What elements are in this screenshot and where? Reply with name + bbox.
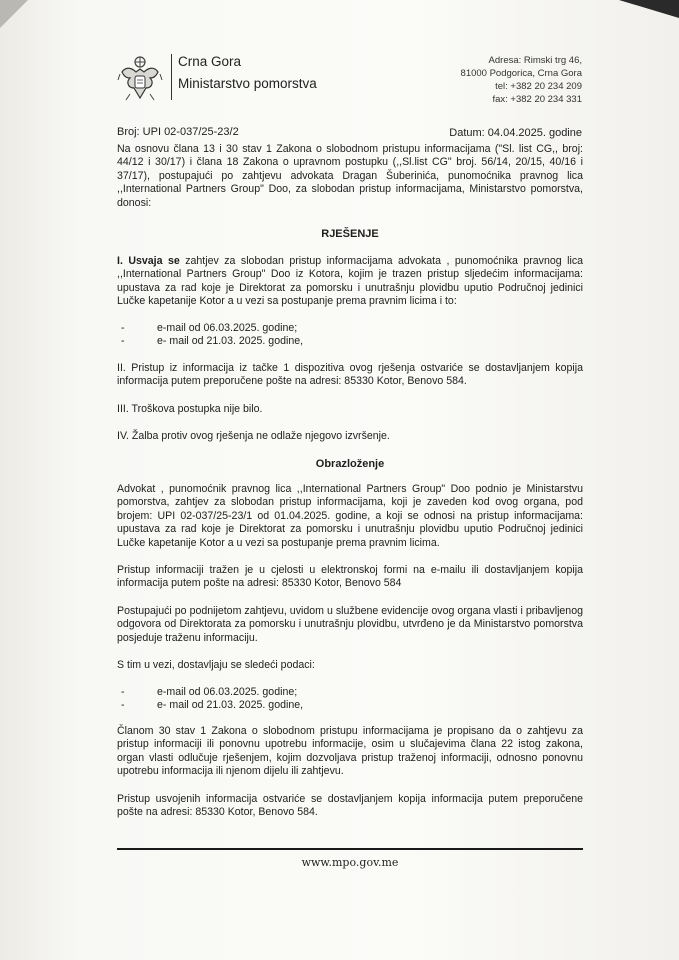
document-date: Datum: 04.04.2025. godine (449, 127, 582, 139)
header-divider (171, 54, 172, 100)
decision-point-3: III. Troškova postupka nije bilo. (117, 403, 263, 415)
list-item: - e-mail od 06.03.2025. godine; (117, 686, 583, 699)
decision-title: RJEŠENJE (321, 228, 379, 240)
reasoning-paragraph-2: Pristup informaciji tražen je u cjelosti u elektronskoj formi na e-mailu ili dostavljanjem kopija informacija putem pošte na adresi: 85330 Kotor, Benovo 584 (117, 564, 583, 590)
decision-point-2: II. Pristup iz informacija iz tačke 1 dispozitiva ovog rješenja ostvariće se dostavljanjem kopija informacija putem preporučene pošte na adresi: 85330 Kotor, Benovo 584. (117, 362, 583, 388)
reference-number: Broj: UPI 02-037/25-23/2 (117, 126, 239, 138)
footer-website: www.mpo.gov.me (301, 856, 399, 869)
reasoning-paragraph-4: S tim u vezi, dostavljaju se sledeći podaci: (117, 659, 315, 671)
reasoning-paragraph-3: Postupajući po podnijetom zahtjevu, uvidom u službene evidencije ovog organa vlasti i pribavljenog odgovora od Direktorata za pomorsku i unutrašnju plovidbu, utvrđeno je da Ministarstvo pomorstva posjeduje traženu informaciju. (117, 605, 583, 644)
point-1-lead: I. Usvaja se (117, 255, 180, 267)
reasoning-paragraph-6: Pristup usvojenih informacija ostvariće se dostavljanjem kopija informacija putem preporučene pošte na adresi: 85330 Kotor, Benovo 584. (117, 793, 583, 819)
country-name: Crna Gora (178, 54, 242, 69)
requested-emails-list (117, 322, 583, 349)
page-fold (0, 0, 28, 28)
reasoning-paragraph-5: Članom 30 stav 1 Zakona o slobodnom pristupu informacijama je propisano da o zahtjevu za pristup informaciji ili ponovnu upotrebu informacije, osim u slučajevima člana 22 istog zakona, organ vlasti odlučuje rješenjem, kojim dozvoljava pristup traženoj informaciji, odnosno ponovnu upotrebu informacija ili njenom dijelu ili zahtjevu. (117, 725, 583, 778)
list-item: - e- mail od 21.03. 2025. godine, (117, 699, 583, 712)
address-line: Adresa: Rimski trg 46, (488, 55, 582, 66)
decision-point-4: IV. Žalba protiv ovog rješenja ne odlaže njegovo izvršenje. (117, 430, 390, 442)
ministry-name: Ministarstvo pomorstva (178, 76, 317, 91)
ministry-address (461, 54, 582, 106)
delivered-emails-list (117, 686, 583, 713)
address-line: tel: +382 20 234 209 (495, 81, 582, 92)
decision-point-1 (117, 255, 583, 309)
point-1-text: zahtjev za slobodan pristup informacijama advokata , punomoćnika pravnog lica ,,International Partners Group" Doo iz Kotora, kojim je trazen pristup sljedećim informacijama: upustava za rad koje je Direktorat za pomorsku i unutrašnju plovidbu uputio Područnoj jedinici Lučke kapetanije Kotor a u vezi sa postupanje prema pravnim licima i to: (117, 255, 584, 308)
list-item: - e- mail od 21.03. 2025. godine, (117, 335, 583, 348)
footer-divider (117, 848, 583, 850)
reasoning-paragraph-1: Advokat , punomoćnik pravnog lica ,,International Partners Group" Doo podnio je Ministarstvu pomorstva, zahtjev za slobodan pristup informacijama, koji je zaveden kod ovog organa, pod brojem: UPI 02-037/25-23/1 od 01.04.2025. godine, a koji se odnosi na pristup informacijama: upustava za rad koje je Direktorat za pomorsku i unutrašnju plovidbu uputio Područnoj jedinici Lučke kapetanije Kotor a u vezi sa postupanje prema pravnim licima. (117, 483, 583, 549)
intro-paragraph: Na osnovu člana 13 i 30 stav 1 Zakona o slobodnom pristupu informacijama ("Sl. list CG,, broj: 44/12 i 30/17) i člana 18 Zakona o upravnom postupku (,,Sl.list CG" broj. 56/14, 20/15, 40/16 i 37/17), postupajući po zahtjevu advokata Dragan Šuberinića, punomoćnika pravnog lica ,,International Partners Group" Doo, za slobodan pristup informacijama, Ministarstvo pomorstva, donosi: (117, 143, 583, 209)
page-edge-shadow (619, 0, 679, 18)
coat-of-arms-icon (116, 54, 164, 104)
address-line: 81000 Podgorica, Crna Gora (460, 68, 582, 79)
address-line: fax: +382 20 234 331 (492, 94, 582, 105)
list-item: - e-mail od 06.03.2025. godine; (117, 322, 583, 335)
reasoning-title: Obrazloženje (315, 458, 385, 470)
